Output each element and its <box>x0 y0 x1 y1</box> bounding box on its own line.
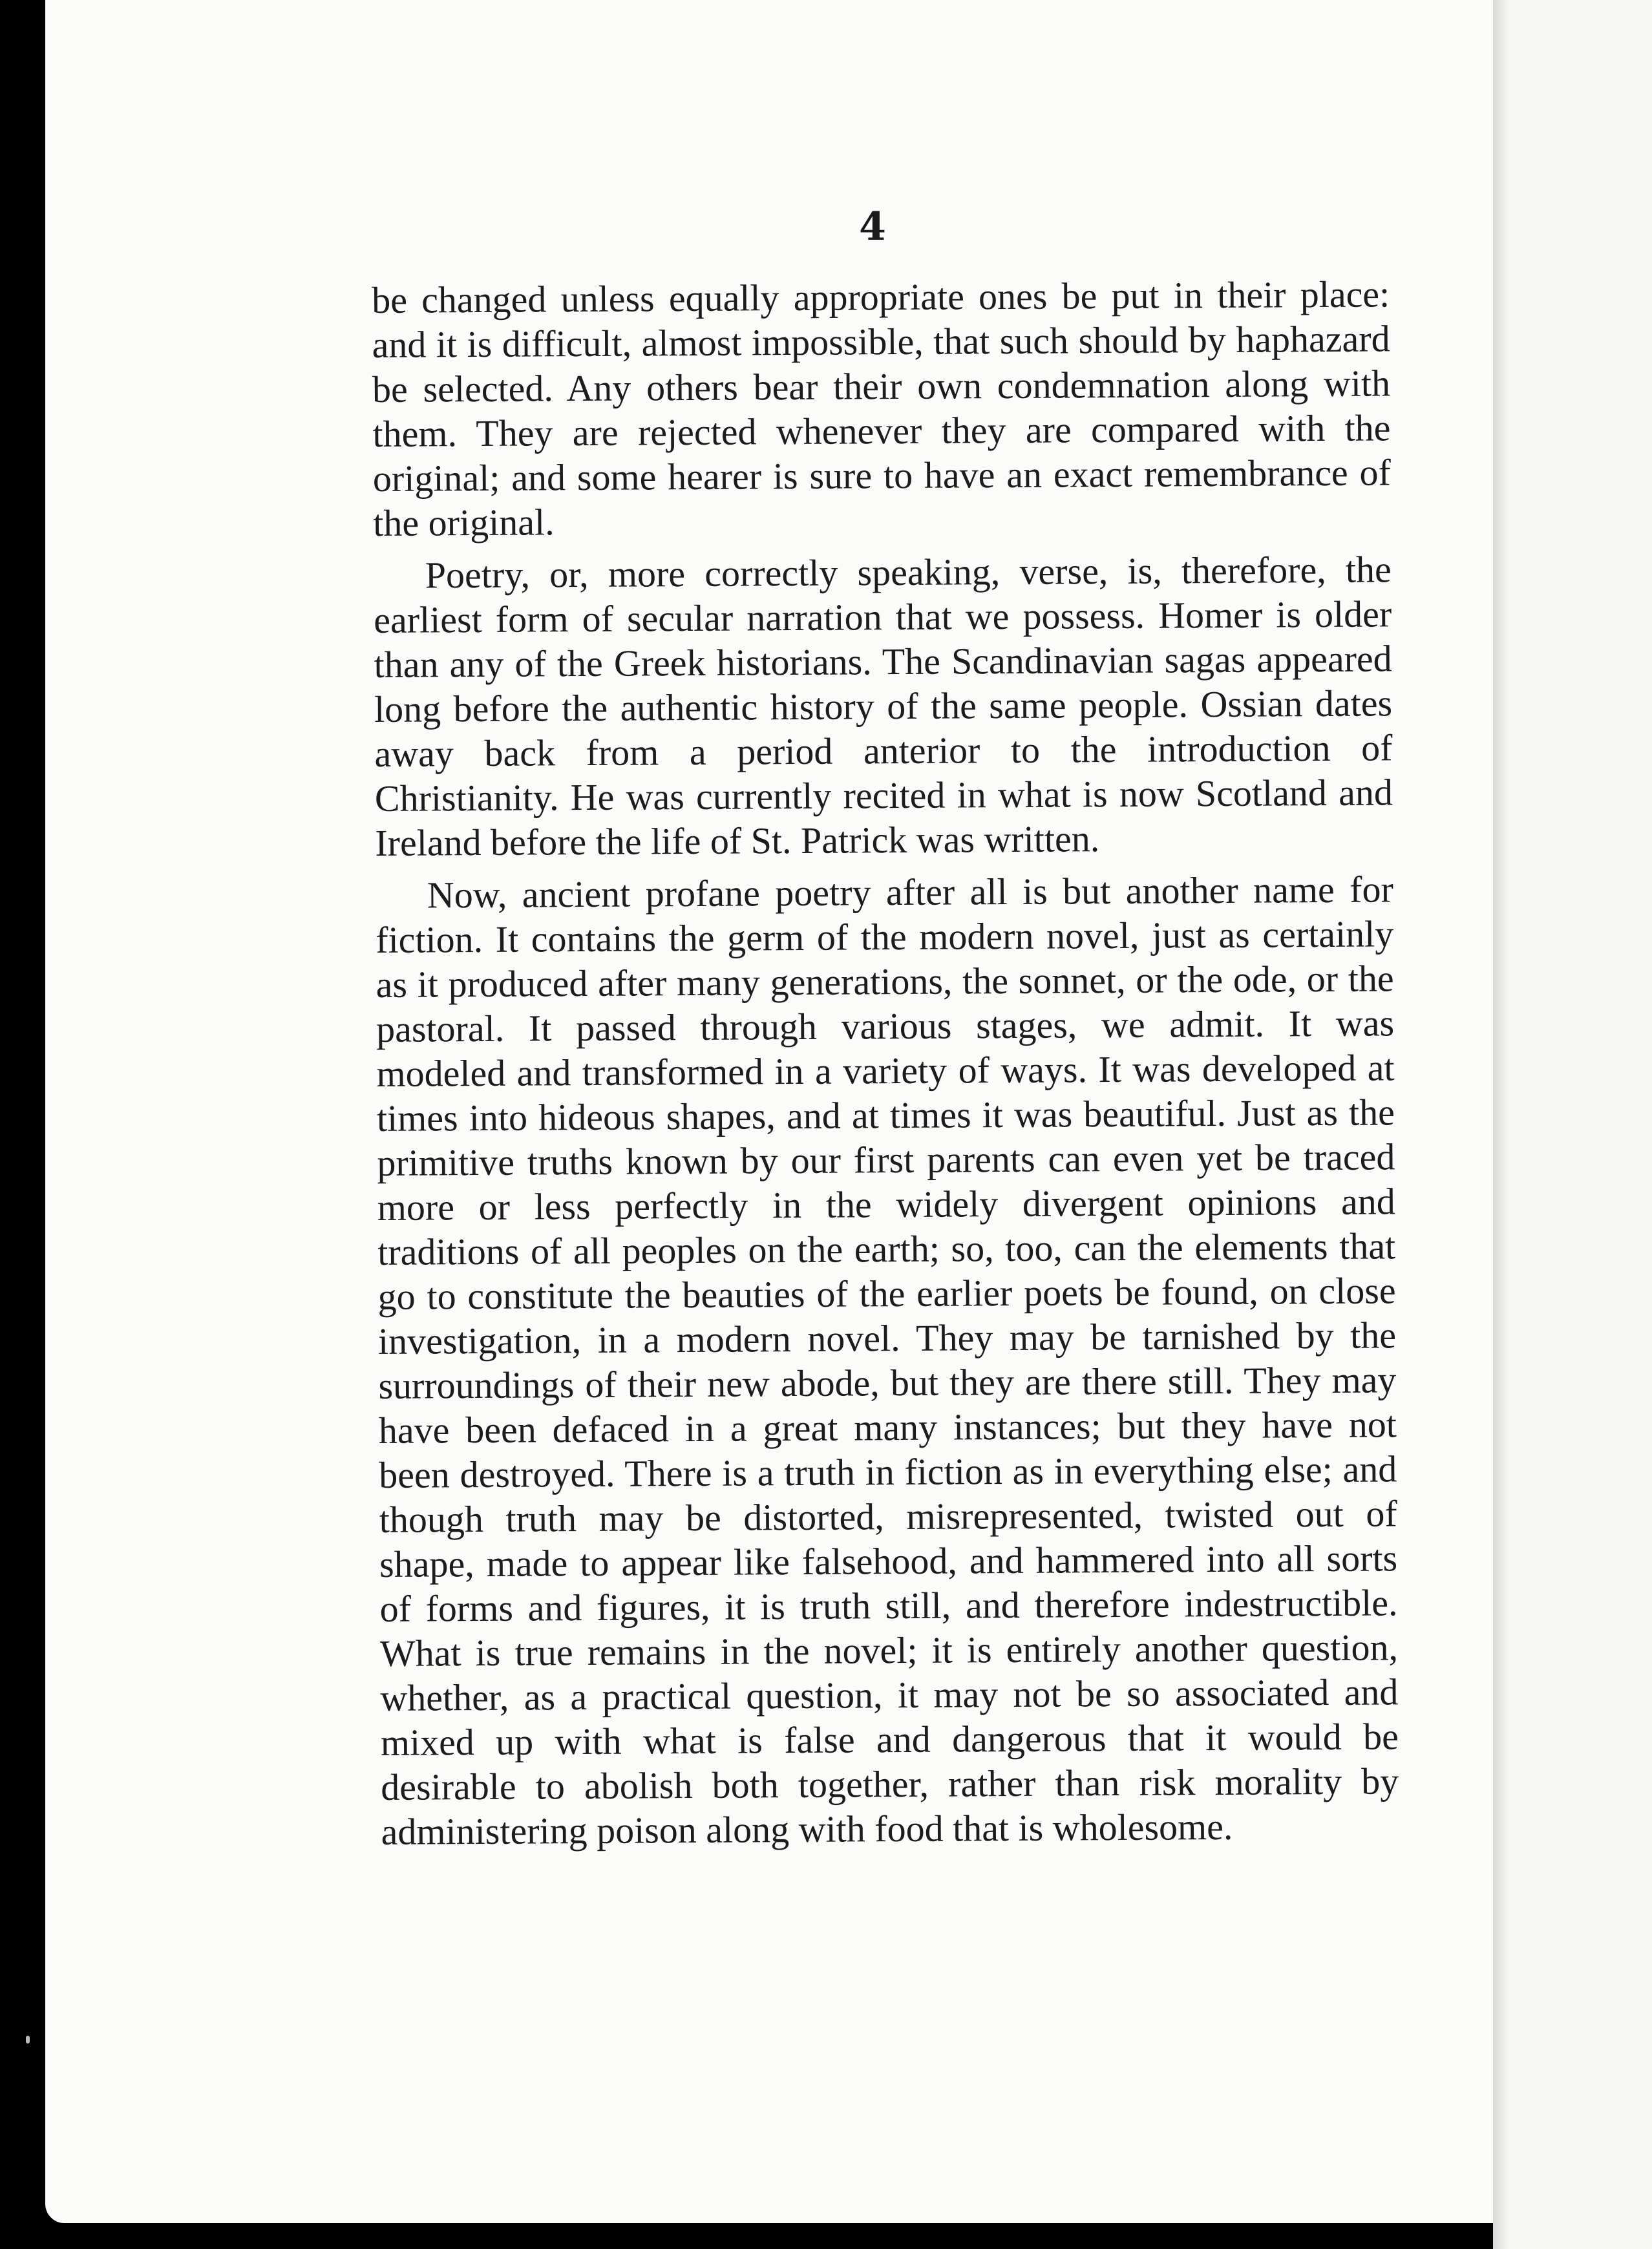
book-page <box>45 0 1499 2223</box>
paragraph-1: be changed unless equally appropriate ones be put in their place: and it is difficult, almost impossible, that such should by haphazard be selected. Any others bear their own condemnation along with them. They are rejected whenever they are compared with the original; and some hearer is sure to have an exact remembrance of the original. <box>372 273 1392 544</box>
page-edge-shadow <box>1493 0 1509 2249</box>
scan-speck <box>26 2036 30 2043</box>
page-number: 4 <box>859 204 886 249</box>
paragraph-3: Now, ancient profane poetry after all is but another name for fiction. It contains the germ of the modern novel, just as certainly as it produced after many generations, the sonnet, or the ode, or the pastoral. It passed through various stages, we admit. It was modeled and transformed in a variety of ways. It was developed at times into hideous shapes, and at times it was beautiful. Just as the primitive truths known by our first parents can even yet be traced more or less perfectly in the widely divergent opinions and traditions of all peoples on the earth; so, too, can the elements that go to constitute the beauties of the earlier poets be found, on close investigation, in a modern novel. They may be tarnished by the surroundings of their new abode, but they are there still. They may have been defaced in a great many instances; but they have not been destroyed. There is a truth in fiction as in everything else; and though truth may be distorted, misrepresented, twisted out of shape, made to appear like falsehood, and hammered into all sorts of forms and figures, it is truth still, and therefore indestructible. What is true remains in the novel; it is entirely another question, whether, as a practical question, it may not be so associated and mixed up with what is false and dangerous that it would be desirable to abolish both together, rather than risk morality by administering poison along with food that is wholesome. <box>376 868 1399 1853</box>
body-text <box>372 271 1399 1862</box>
paragraph-2: Poetry, or, more correctly speaking, verse, is, therefore, the earliest form of secular narration that we possess. Homer is older than any of the Greek historians. The Scandinavian sagas appeared long before the authentic history of the same people. Ossian dates away back from a period anterior to the introduction of Christianity. He was currently recited in what is now Scotland and Ireland before the life of St. Patrick was written. <box>374 548 1393 864</box>
page-edge <box>1499 0 1652 2249</box>
